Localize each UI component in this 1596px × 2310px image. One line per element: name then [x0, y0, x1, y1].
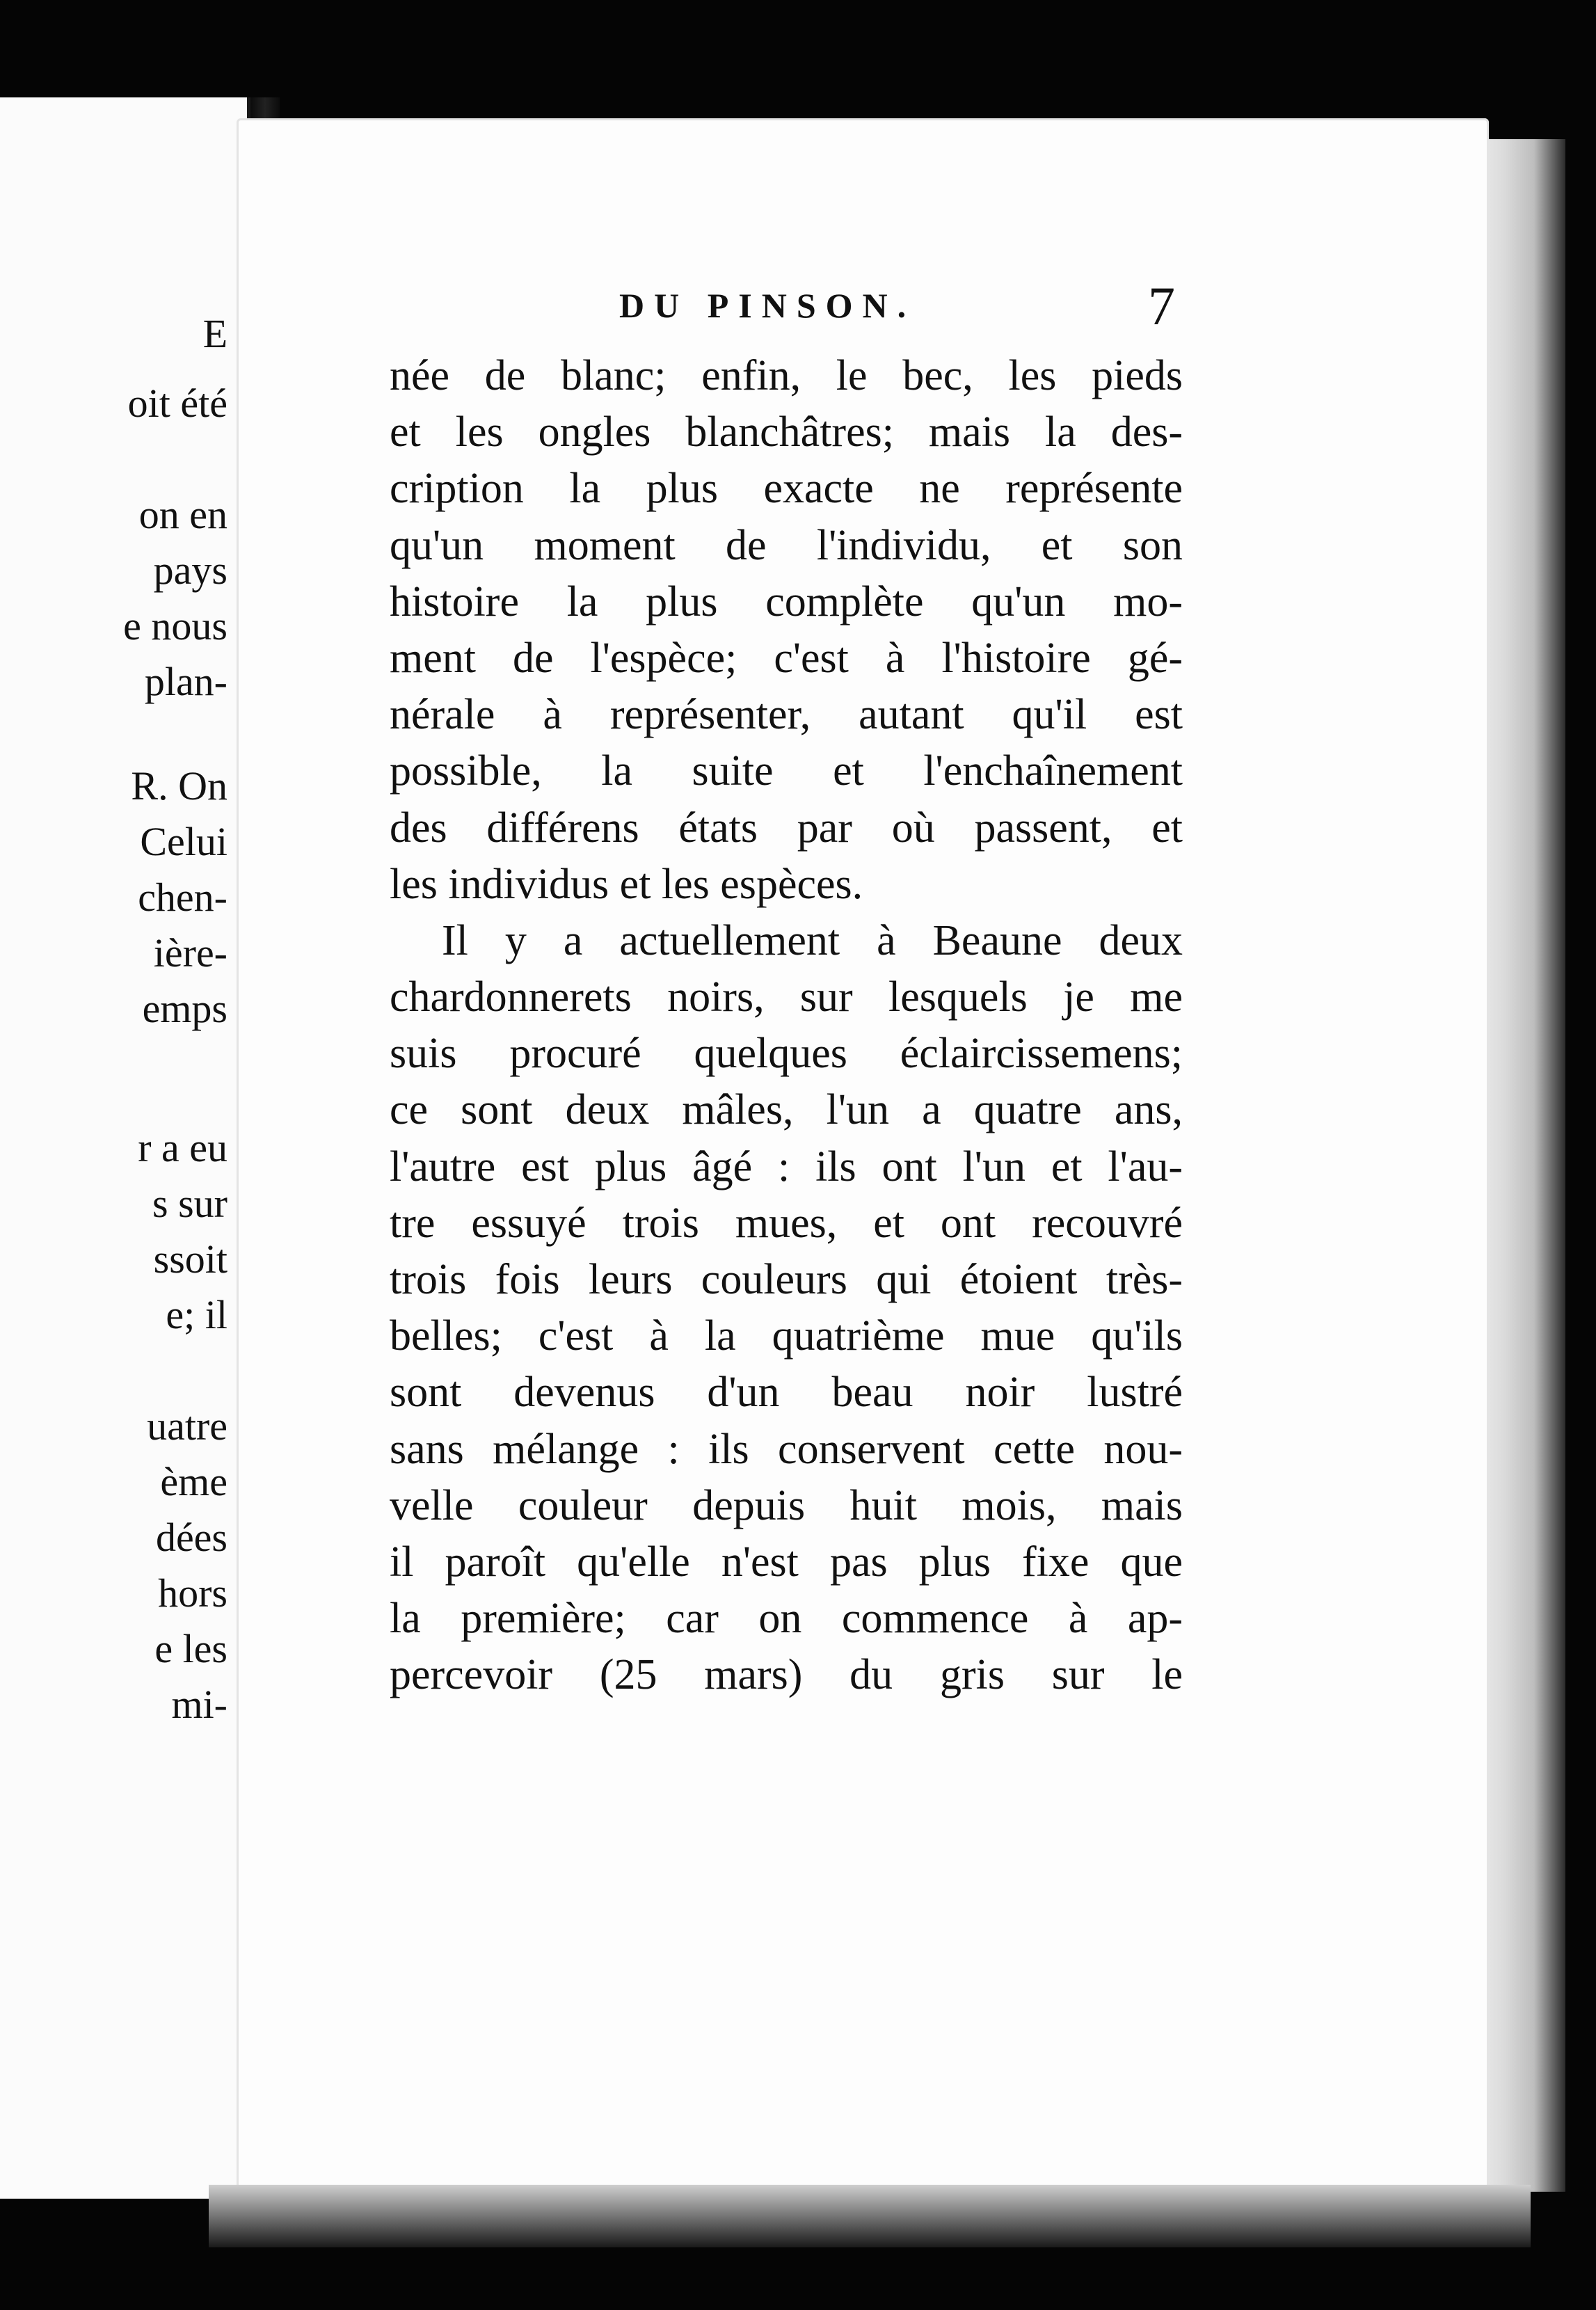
text-line: la première; car on commence à ap- [390, 1595, 1183, 1643]
text-line: belles; c'est à la quatrième mue qu'ils [390, 1312, 1183, 1360]
text-line: chardonnerets noirs, sur lesquels je me [390, 973, 1183, 1021]
running-head: DU PINSON. [619, 286, 916, 325]
text-line: sont devenus d'un beau noir lustré [390, 1369, 1183, 1417]
left-page-line: e nous [123, 603, 228, 648]
left-page-line: dées [155, 1515, 228, 1560]
left-page-line: E [202, 311, 228, 356]
left-page-line: R. On [131, 763, 228, 808]
text-line: histoire la plus complète qu'un mo- [390, 578, 1183, 626]
text-line: qu'un moment de l'individu, et son [390, 521, 1183, 569]
text-line: tre essuyé trois mues, et ont recouvré [390, 1199, 1183, 1247]
left-page-line: ssoit [153, 1236, 228, 1282]
left-page-line: e les [154, 1626, 228, 1671]
text-line: les individus et les espèces. [390, 860, 863, 908]
text-line: nérale à représenter, autant qu'il est [390, 691, 1183, 739]
text-line: des différens états par où passent, et [390, 804, 1183, 852]
body-text [390, 348, 1183, 1704]
text-line: l'autre est plus âgé : ils ont l'un et l'au- [390, 1142, 1183, 1190]
left-page-line: plan- [144, 659, 228, 704]
text-line: cription la plus exacte ne représente [390, 465, 1183, 513]
text-line: et les ongles blanchâtres; mais la des- [390, 408, 1183, 456]
previous-page-fragment [0, 97, 257, 2199]
left-page-line: ière- [153, 930, 228, 975]
left-page-line: on en [138, 492, 228, 537]
text-line: suis procuré quelques éclaircissemens; [390, 1030, 1183, 1078]
left-page-line: Celui [140, 819, 228, 864]
left-page-line: oit été [127, 381, 228, 426]
text-line: velle couleur depuis huit mois, mais [390, 1481, 1183, 1529]
left-page-line: r a eu [138, 1125, 228, 1170]
left-page-line: s sur [152, 1181, 228, 1226]
left-page-line: e; il [166, 1292, 228, 1337]
left-page-line: uatre [147, 1403, 228, 1449]
left-page-line: mi- [171, 1682, 228, 1727]
text-line: ce sont deux mâles, l'un a quatre ans, [390, 1086, 1183, 1134]
left-page-line: pays [153, 548, 228, 593]
text-line: sans mélange : ils conservent cette nou- [390, 1425, 1183, 1473]
paragraph-start-line: Il y a actuellement à Beaune deux [442, 916, 1183, 964]
left-page-line: chen- [138, 875, 228, 920]
text-line: ment de l'espèce; c'est à l'histoire gé- [390, 634, 1183, 682]
page-number: 7 [1148, 276, 1175, 336]
page-bottom-shadow [209, 2185, 1531, 2247]
text-line: il paroît qu'elle n'est pas plus fixe que [390, 1538, 1183, 1586]
text-line: trois fois leurs couleurs qui étoient très- [390, 1256, 1183, 1303]
left-page-line: emps [142, 986, 228, 1031]
text-line: possible, la suite et l'enchaînement [390, 747, 1183, 795]
left-page-line: ème [160, 1459, 228, 1504]
left-page-line: hors [158, 1570, 228, 1616]
text-line: née de blanc; enfin, le bec, les pieds [390, 352, 1183, 399]
text-line: percevoir (25 mars) du gris sur le [390, 1651, 1183, 1699]
